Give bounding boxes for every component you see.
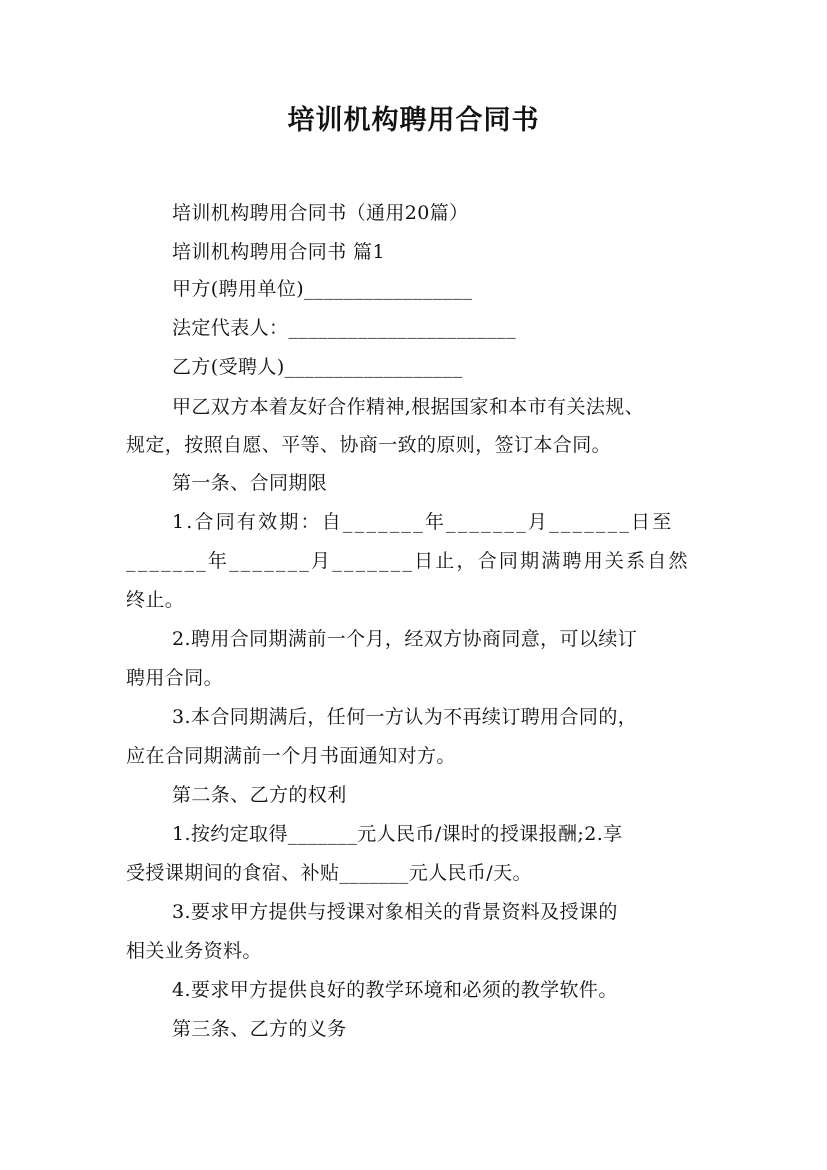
paragraph-line: 3.要求甲方提供与授课对象相关的背景资料及授课的 (172, 901, 618, 923)
paragraph-line: 甲乙双方本着友好合作精神,根据国家和本市有关法规、 (172, 396, 645, 418)
article-heading: 第一条、合同期限 (172, 472, 328, 494)
paragraph-line: 相关业务资料。 (126, 940, 262, 962)
legal-rep-line: 法定代表人：_______________________ (172, 317, 517, 339)
paragraph-line: _______年_______月_______日止，合同期满聘用关系自然 (126, 550, 690, 572)
article-heading: 第三条、乙方的义务 (172, 1018, 347, 1040)
paragraph-line: 应在合同期满前一个月书面通知对方。 (126, 745, 456, 767)
article-heading: 第二条、乙方的权利 (172, 784, 347, 806)
paragraph-line: 1.按约定取得_______元人民币/课时的授课报酬;2.享 (172, 823, 623, 845)
section-heading: 培训机构聘用合同书 篇1 (172, 241, 385, 263)
party-a-line: 甲方(聘用单位)_________________ (172, 278, 473, 300)
paragraph-line: 3.本合同期满后，任何一方认为不再续订聘用合同的， (172, 706, 638, 728)
paragraph-line: 规定，按照自愿、平等、协商一致的原则，签订本合同。 (126, 434, 612, 456)
document-title: 培训机构聘用合同书 (287, 105, 540, 136)
paragraph-line: 聘用合同。 (126, 667, 224, 689)
paragraph-line: 1.合同有效期：自_______年_______月_______日至 (172, 511, 674, 533)
subtitle-line: 培训机构聘用合同书（通用20篇） (172, 202, 469, 224)
paragraph-line: 4.要求甲方提供良好的教学环境和必须的教学软件。 (172, 979, 618, 1001)
paragraph-line: 受授课期间的食宿、补贴_______元人民币/天。 (126, 862, 532, 884)
party-b-line: 乙方(受聘人)__________________ (172, 356, 463, 378)
paragraph-line: 2.聘用合同期满前一个月，经双方协商同意，可以续订 (172, 628, 638, 650)
paragraph-line: 终止。 (126, 589, 185, 611)
